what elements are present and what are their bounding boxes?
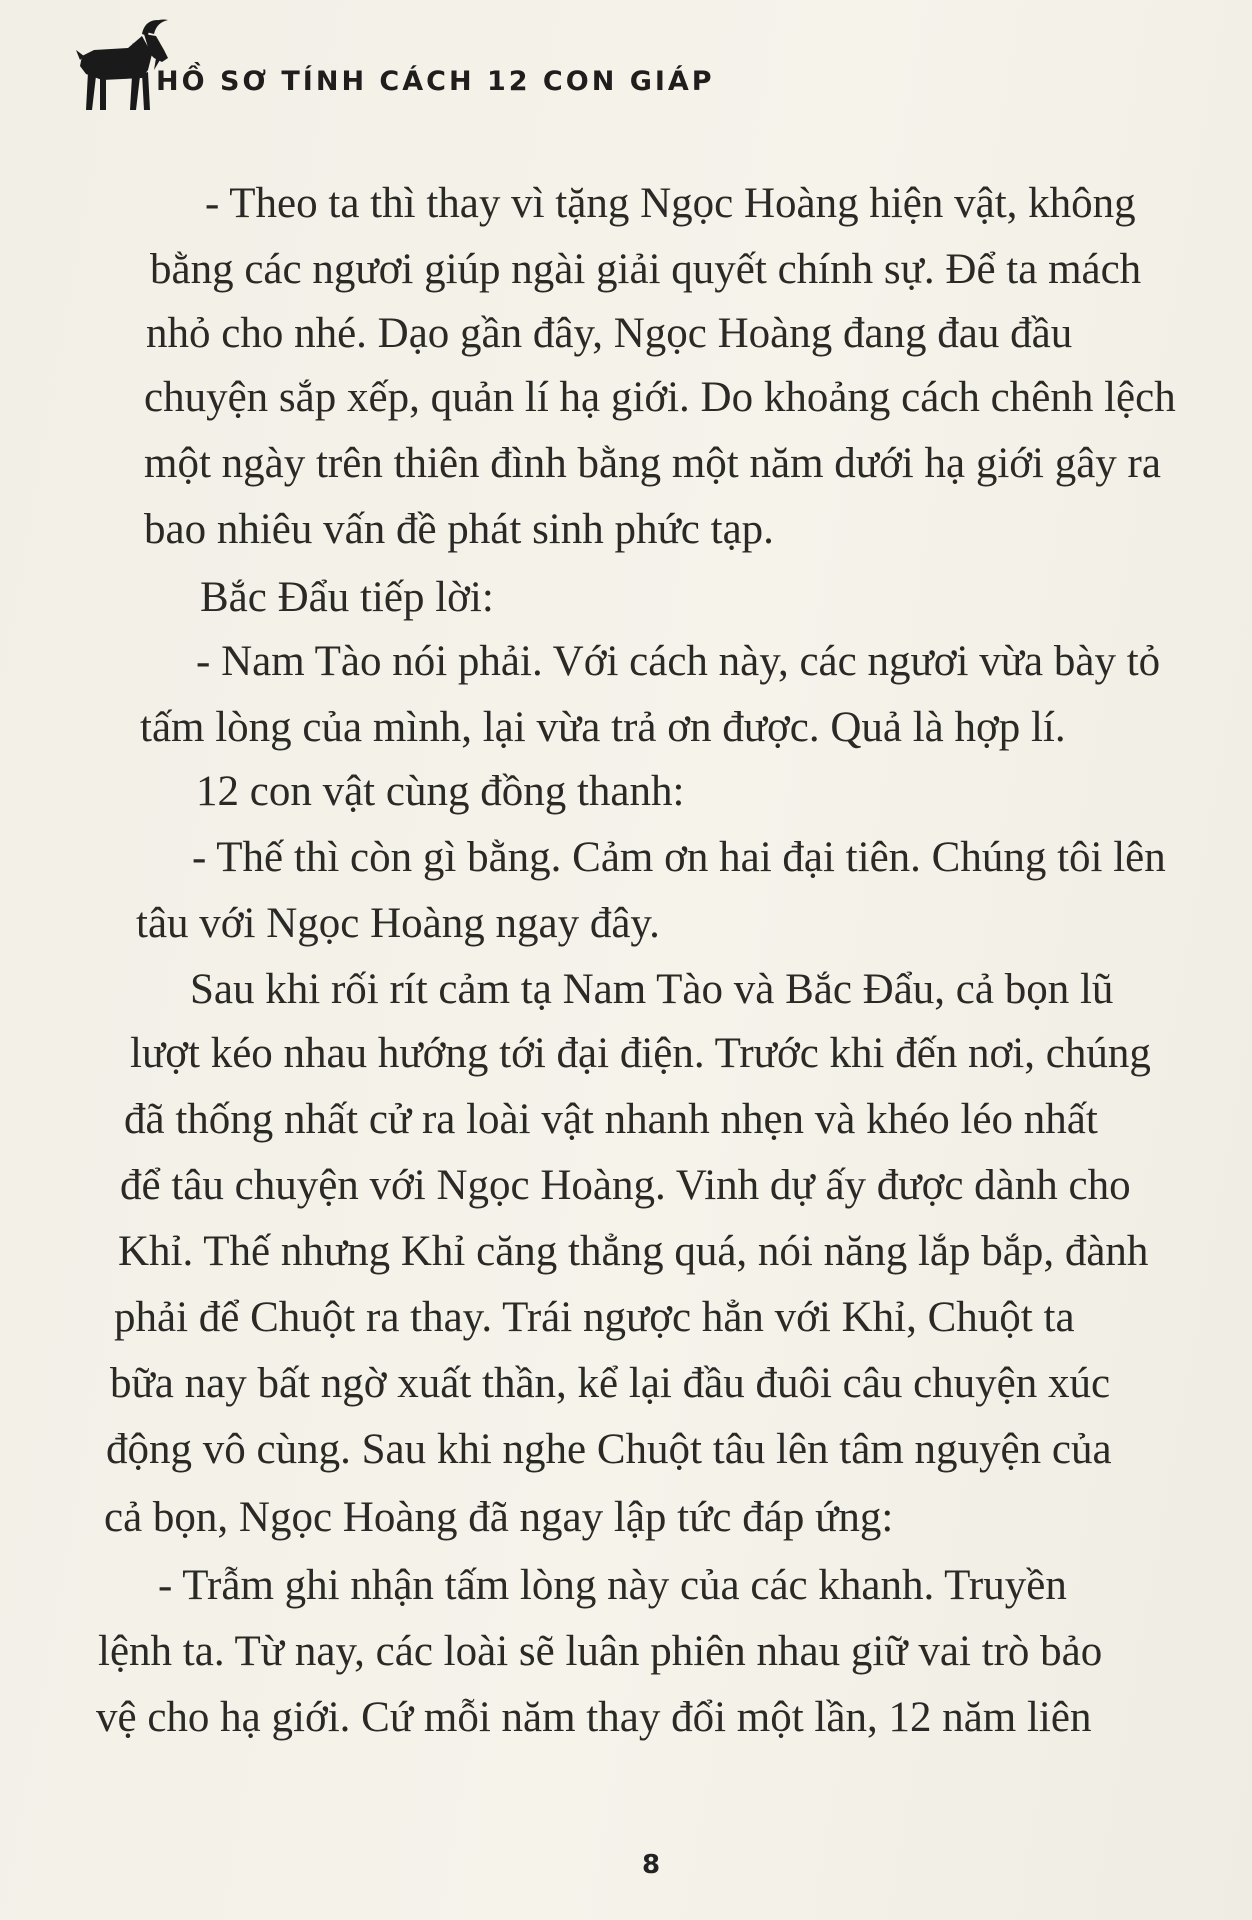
text-line: cả bọn, Ngọc Hoàng đã ngay lập tức đáp ứng: [104, 1494, 894, 1541]
text-line: bằng các ngươi giúp ngài giải quyết chính sự. Để ta mách [150, 246, 1142, 293]
text-line: - Theo ta thì thay vì tặng Ngọc Hoàng hiện vật, không [205, 180, 1136, 227]
text-line: tâu với Ngọc Hoàng ngay đây. [136, 900, 660, 947]
running-head: HỒ SƠ TÍNH CÁCH 12 CON GIÁP [156, 66, 715, 97]
text-line: - Thế thì còn gì bằng. Cảm ơn hai đại tiên. Chúng tôi lên [192, 834, 1166, 881]
text-line: Khỉ. Thế nhưng Khỉ căng thẳng quá, nói năng lắp bắp, đành [118, 1228, 1149, 1275]
text-line: vệ cho hạ giới. Cứ mỗi năm thay đổi một lần, 12 năm liên [96, 1694, 1092, 1741]
text-line: - Trẫm ghi nhận tấm lòng này của các khanh. Truyền [158, 1562, 1067, 1609]
text-line: - Nam Tào nói phải. Với cách này, các ngươi vừa bày tỏ [196, 638, 1161, 685]
text-line: chuyện sắp xếp, quản lí hạ giới. Do khoảng cách chênh lệch [144, 374, 1176, 421]
page-number: 8 [641, 1850, 661, 1880]
text-line: Bắc Đẩu tiếp lời: [200, 574, 494, 621]
text-line: động vô cùng. Sau khi nghe Chuột tâu lên tâm nguyện của [106, 1426, 1112, 1473]
text-line: Sau khi rối rít cảm tạ Nam Tào và Bắc Đẩu, cả bọn lũ [190, 966, 1114, 1013]
text-line: phải để Chuột ra thay. Trái ngược hẳn với Khỉ, Chuột ta [114, 1294, 1075, 1341]
text-line: nhỏ cho nhé. Dạo gần đây, Ngọc Hoàng đang đau đầu [146, 310, 1073, 357]
text-line: đã thống nhất cử ra loài vật nhanh nhẹn và khéo léo nhất [124, 1096, 1098, 1143]
text-line: một ngày trên thiên đình bằng một năm dưới hạ giới gây ra [144, 440, 1161, 487]
text-line: lượt kéo nhau hướng tới đại điện. Trước khi đến nơi, chúng [130, 1030, 1151, 1077]
text-line: bữa nay bất ngờ xuất thần, kể lại đầu đuôi câu chuyện xúc [110, 1360, 1111, 1407]
text-line: lệnh ta. Từ nay, các loài sẽ luân phiên nhau giữ vai trò bảo [98, 1628, 1103, 1675]
text-line: tấm lòng của mình, lại vừa trả ơn được. Quả là hợp lí. [140, 704, 1066, 751]
text-line: để tâu chuyện với Ngọc Hoàng. Vinh dự ấy được dành cho [120, 1162, 1131, 1209]
text-line: 12 con vật cùng đồng thanh: [196, 768, 685, 815]
text-line: bao nhiêu vấn đề phát sinh phức tạp. [144, 506, 774, 553]
